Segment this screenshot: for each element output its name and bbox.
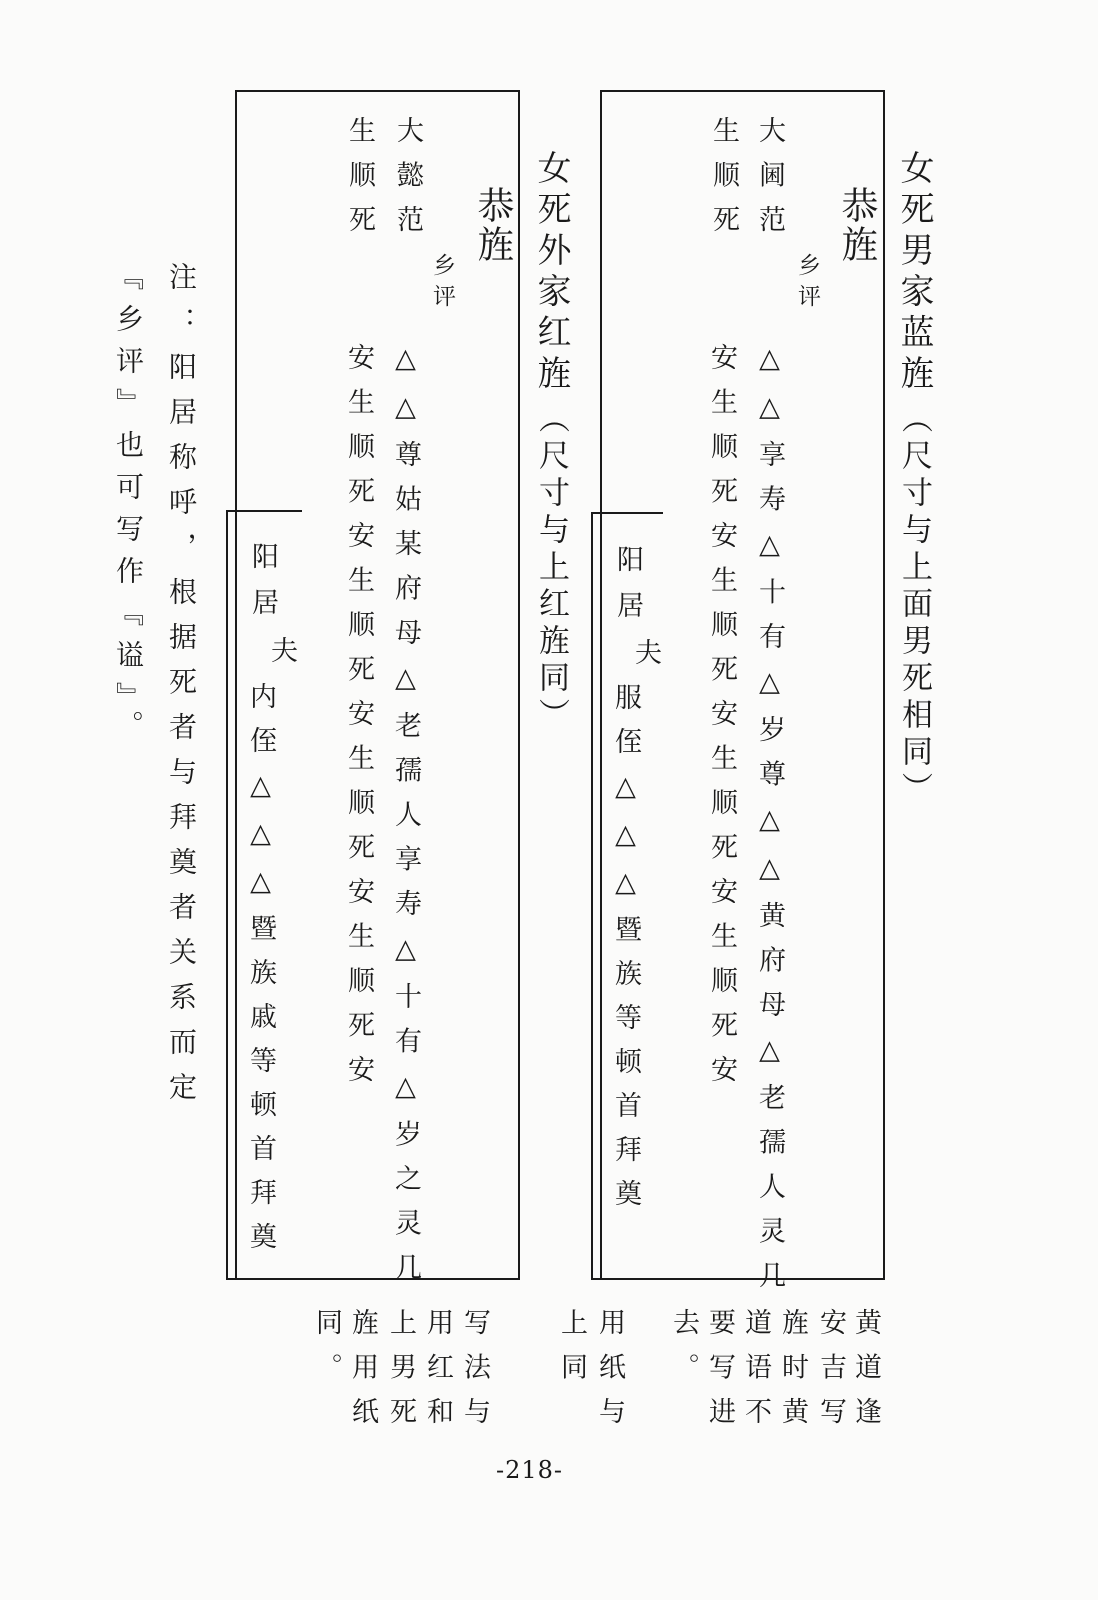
page-number: -218-	[496, 1456, 564, 1484]
red-note-col5: 同。	[311, 1308, 342, 1397]
red-strip-fu: 夫	[266, 636, 297, 682]
blue-note-col3: 旌时黄	[777, 1308, 808, 1442]
blue-strip-col1: 阳居	[612, 545, 643, 637]
red-gong-jing: 恭旌	[471, 186, 514, 264]
red-strip-col2: 内侄△△△暨族戚等顿首拜奠	[245, 682, 276, 1266]
red-note-col1: 写法与	[459, 1308, 490, 1442]
red-col-da: 大懿范	[392, 116, 423, 250]
blue-note-col1: 黄道逢	[850, 1308, 881, 1442]
red-strip-col1: 阳居	[247, 542, 278, 634]
red-banner-heading-paren: （尺寸与上红旌同）	[533, 402, 569, 735]
blue-strip-col2: 服侄△△△暨族等顿首拜奠	[610, 683, 641, 1223]
blue-col-xiangping: 乡评	[794, 253, 820, 315]
footnote-line2: 『乡评』也可写作『谥』。	[112, 262, 145, 752]
red-col-sheng: 生顺死	[344, 116, 375, 250]
red-col-an: 安生顺死安生顺死安生顺死安生顺死安	[343, 343, 374, 1100]
blue-banner-heading-paren: （尺寸与上面男死相同）	[896, 402, 932, 809]
red-note-col2: 用红和	[422, 1308, 453, 1442]
blue-col-sheng: 生顺死	[708, 116, 739, 250]
red-note-col4: 旌用纸	[347, 1308, 378, 1442]
red-col-triangle: △△尊姑某府母△老孺人享寿△十有△岁之灵几	[390, 343, 421, 1298]
blue-col-an: 安生顺死安生顺死安生顺死安生顺死安	[706, 343, 737, 1100]
blue-note-col6: 去。	[668, 1308, 699, 1397]
blue-col-da: 大阃范	[754, 116, 785, 250]
blue-note-col2: 安吉写	[815, 1308, 846, 1442]
blue-note-col5: 要写进	[704, 1308, 735, 1442]
blue-gong-jing: 恭旌	[835, 186, 878, 264]
blue-note2-col2: 上同	[556, 1308, 587, 1397]
footnote-line1: 注：阳居称呼，根据死者与拜奠者关系而定	[165, 262, 198, 1117]
red-note-col3: 上男死	[385, 1308, 416, 1442]
blue-col-triangle: △△享寿△十有△岁尊△△黄府母△老孺人灵几	[754, 343, 785, 1306]
red-col-xiangping: 乡评	[429, 253, 455, 315]
blue-note2-col1: 用纸与	[594, 1308, 625, 1442]
blue-strip-fu: 夫	[630, 638, 661, 684]
blue-note-col4: 道语不	[740, 1308, 771, 1442]
red-banner-heading: 女死外家红旌	[531, 150, 571, 396]
blue-banner-heading: 女死男家蓝旌	[894, 150, 934, 396]
